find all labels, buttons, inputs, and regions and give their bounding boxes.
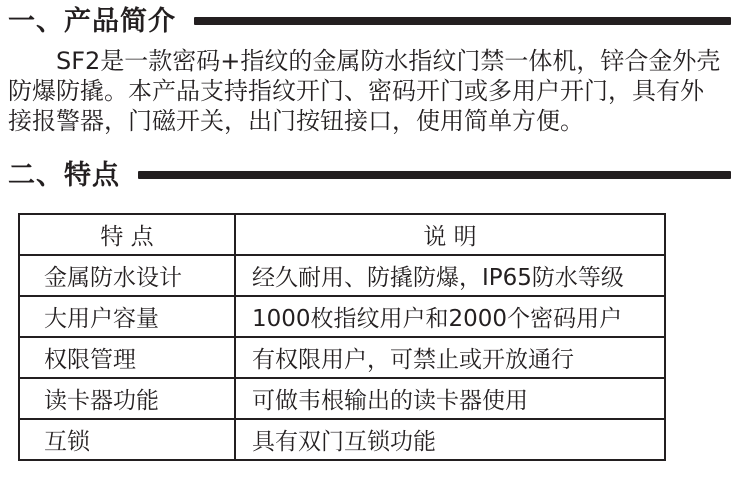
feature-cell: 互锁 (19, 419, 235, 460)
intro-paragraph (8, 46, 730, 136)
heading-rule-bar (138, 171, 731, 179)
table-row (19, 296, 665, 337)
intro-line: 防爆防撬。本产品支持指纹开门、密码开门或多用户开门，具有外 (8, 77, 704, 105)
section-intro-heading (8, 4, 731, 38)
feature-cell: 权限管理 (19, 337, 235, 378)
features-table (18, 213, 666, 461)
feature-cell: 金属防水设计 (19, 255, 235, 296)
intro-line: SF2是一款密码+指纹的金属防水指纹门禁一体机，锌合金外壳 (56, 47, 721, 75)
description-cell: 经久耐用、防撬防爆，IP65防水等级 (235, 255, 665, 296)
description-cell: 具有双门互锁功能 (235, 419, 665, 460)
feature-cell: 大用户容量 (19, 296, 235, 337)
description-cell: 可做韦根输出的读卡器使用 (235, 378, 665, 419)
table-row (19, 255, 665, 296)
feature-cell: 读卡器功能 (19, 378, 235, 419)
section-intro-title: 一、产品简介 (8, 5, 176, 37)
description-cell: 1000枚指纹用户和2000个密码用户 (235, 296, 665, 337)
heading-rule-bar (194, 17, 731, 25)
section-features-heading (8, 158, 731, 192)
intro-line: 接报警器，门磁开关，出门按钮接口，使用简单方便。 (8, 107, 584, 135)
table-row (19, 378, 665, 419)
description-cell: 有权限用户，可禁止或开放通行 (235, 337, 665, 378)
table-row (19, 419, 665, 460)
table-header-row (19, 214, 665, 255)
column-header-feature: 特 点 (19, 214, 235, 255)
column-header-description: 说 明 (235, 214, 665, 255)
table-row (19, 337, 665, 378)
section-features-title: 二、特点 (8, 159, 120, 191)
